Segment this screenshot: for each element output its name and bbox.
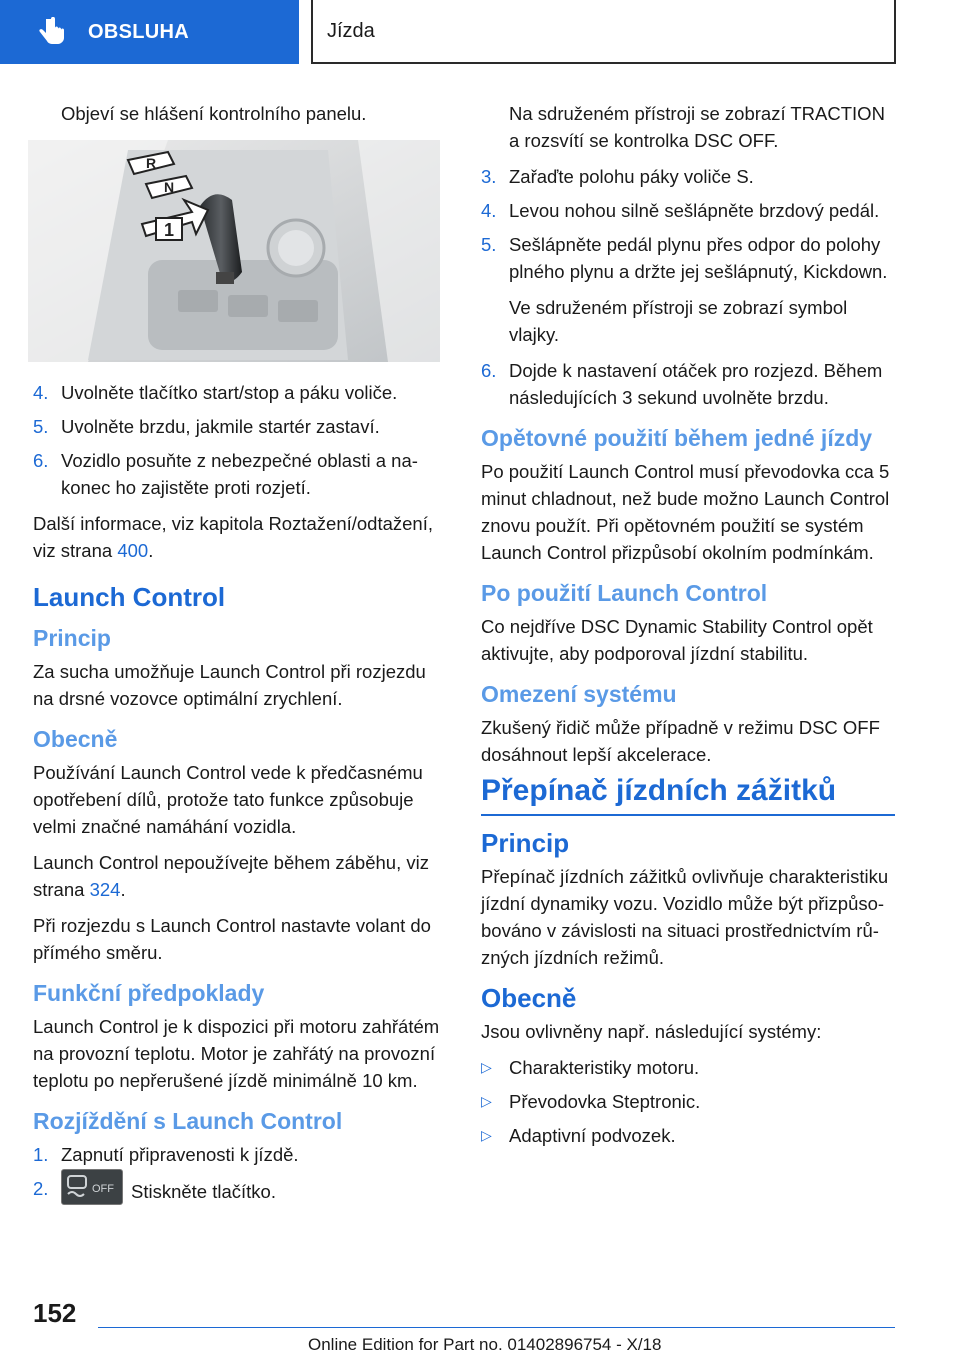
section-tab	[0, 0, 299, 64]
left-column	[33, 100, 445, 1220]
callout-1: 1	[164, 220, 175, 240]
obecne-heading: Obecně	[33, 726, 118, 752]
obecne-text-1: Používání Launch Control vede k předčasnému opotřebení dílů, protože tato funkce způsobuje velmi značné namáhání vozidla.	[33, 762, 423, 837]
steps-list-c	[481, 163, 895, 285]
section-label: OBSLUHA	[88, 20, 189, 43]
footer-divider	[98, 1327, 895, 1328]
opetovne-pouziti-text: Po použití Launch Control musí převodovka cca 5 minut chladnout, než bude možno Launch Control znovu použít. Při opětovném použití se systém Launch Control přizpůsobí okolním podmínkám.	[481, 461, 890, 563]
edition-text: Online Edition for Part no. 01402896754 - X/18	[308, 1335, 662, 1354]
po-pouziti-heading: Po použití Launch Control	[481, 580, 768, 606]
chapter-label: Jízda	[327, 19, 375, 42]
po-pouziti-text: Co nejdříve DSC Dynamic Stability Control opět aktivujte, aby podporoval jízdní stabilitu.	[481, 616, 873, 664]
traction-text: Na sdruženém přístroji se zobrazí TRACTION a rozsvítí se kontrolka DSC OFF.	[509, 103, 885, 151]
rozjizdeni-heading: Rozjíždění s Launch Control	[33, 1108, 343, 1134]
princip-text-2: Přepínač jízdních zážitků ovlivňuje charakteristiku jízdní dynamiky vozu. Vozidlo může být přizpůsobováno v závislosti na situaci prostřednictvím různých jízdních režimů.	[481, 866, 889, 968]
gear-r-label: R	[146, 155, 157, 171]
triangle-bullet-icon: ▷	[481, 1059, 492, 1075]
steps-list-b	[33, 1141, 445, 1211]
list-item: 5. Sešlápněte pedál plynu přes odpor do polohy plného plynu a držte jej sešlápnutý, Kickdown.	[481, 234, 888, 282]
omezeni-systemu-text: Zkušený řidič může případně v režimu DSC OFF dosáhnout lepší akcelerace.	[481, 717, 880, 765]
flag-note: Ve sdruženém přístroji se zobrazí symbol vlajky.	[509, 297, 848, 345]
list-item: 4. Levou nohou silně sešlápněte brzdový pedál.	[481, 200, 880, 221]
list-item: 3. Zařaďte polohu páky voliče S.	[481, 166, 754, 187]
steps-list-a	[33, 379, 445, 501]
more-info-text: Další informace, viz kapitola Roztažení/odtažení, viz strana 400.	[33, 513, 433, 561]
page-number: 152	[33, 1298, 77, 1328]
list-item: ▷ Charakteristiky motoru.	[481, 1054, 895, 1081]
gear-n-label: N	[164, 179, 175, 195]
obecne-heading-2: Obecně	[481, 983, 577, 1013]
princip-heading: Princip	[33, 625, 111, 651]
list-item: 6. Dojde k nastavení otáček pro rozjezd. Během následujících 3 sekund uvolněte brzdu.	[481, 360, 883, 408]
prepinac-chapter-heading: Přepínač jízdních zážitků	[481, 777, 895, 816]
princip-heading-2: Princip	[481, 828, 570, 858]
funkcni-predpoklady-heading: Funkční předpoklady	[33, 980, 265, 1006]
princip-text: Za sucha umožňuje Launch Control při rozjezdu na drsné vozovce optimální zrychlení.	[33, 661, 426, 709]
page-link-324[interactable]: 324	[89, 879, 121, 900]
triangle-bullet-icon: ▷	[481, 1093, 492, 1109]
gear-selector-illustration	[28, 140, 440, 362]
page-link-400[interactable]: 400	[117, 540, 149, 561]
list-item: 4. Uvolněte tlačítko start/stop a páku voliče.	[33, 382, 398, 403]
gear-selector-photo	[28, 140, 440, 362]
list-item: 1. Zapnutí připravenosti k jízdě.	[33, 1144, 299, 1165]
obecne-text-2: Launch Control nepoužívejte během záběhu, viz strana 324.	[33, 852, 429, 900]
omezeni-systemu-heading: Omezení systému	[481, 681, 677, 707]
dsc-off-button-icon	[61, 1169, 123, 1205]
steps-list-d	[481, 357, 895, 411]
hand-pointer-icon	[38, 17, 66, 47]
launch-control-heading: Launch Control	[33, 582, 226, 612]
funkcni-predpoklady-text: Launch Control je k dispozici při motoru zahřátém na provozní teplotu. Motor je zahřátý na provozní teplotu po nepřerušené jízdě minimálně 10 km.	[33, 1016, 440, 1091]
triangle-bullet-icon: ▷	[481, 1127, 492, 1143]
obecne-text-r: Jsou ovlivněny např. následující systémy:	[481, 1021, 822, 1042]
obecne-text-3: Při rozjezdu s Launch Control nastavte volant do přímého směru.	[33, 915, 431, 963]
list-item: 6. Vozidlo posuňte z nebezpečné oblasti a nakonec ho zajistěte proti rozjetí.	[33, 450, 418, 498]
right-column	[481, 100, 895, 1158]
dsc-off-label: OFF	[92, 1183, 114, 1195]
list-item: ▷ Adaptivní podvozek.	[481, 1122, 895, 1149]
list-item: 5. Uvolněte brzdu, jakmile startér zastaví.	[33, 416, 380, 437]
systems-list	[481, 1054, 895, 1149]
list-item: 2. OFF Stiskněte tlačítko.	[33, 1175, 445, 1211]
chapter-header	[311, 0, 896, 64]
opetovne-pouziti-heading: Opětovné použití během jedné jízdy	[481, 425, 873, 451]
intro-text: Objeví se hlášení kontrolního panelu.	[61, 103, 367, 124]
list-item: ▷ Převodovka Steptronic.	[481, 1088, 895, 1115]
